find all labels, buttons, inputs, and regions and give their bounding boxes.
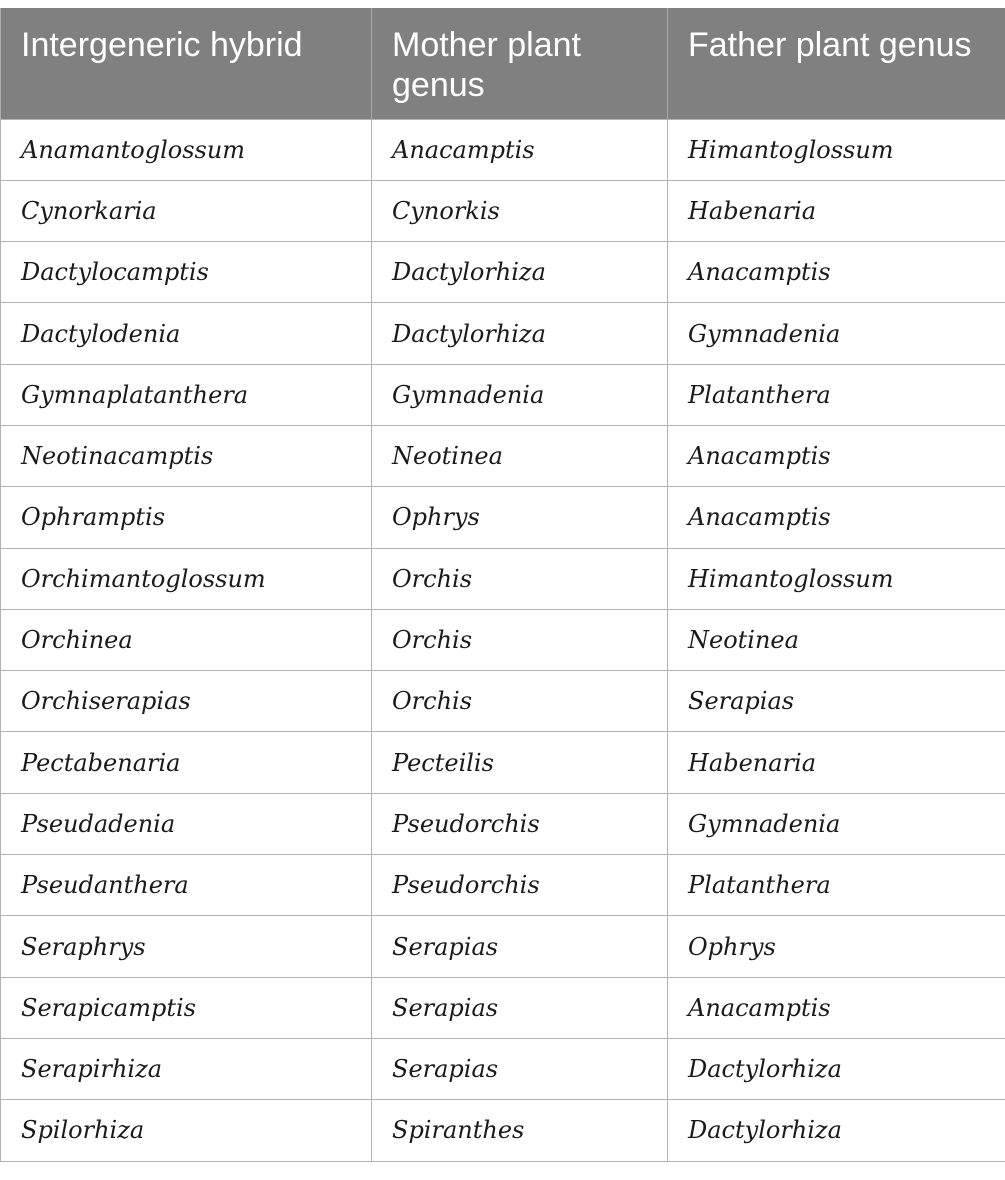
table-row (1, 303, 1005, 364)
hybrid-cell: Neotinacamptis (1, 425, 372, 486)
table-row (1, 242, 1005, 303)
mother-genus-cell: Pecteilis (372, 732, 668, 793)
hybrid-cell: Spilorhiza (1, 1100, 372, 1161)
table-row (1, 855, 1005, 916)
father-genus-cell: Anacamptis (668, 425, 1005, 486)
table-row (1, 671, 1005, 732)
hybrid-table-container (0, 8, 1005, 1162)
mother-genus-cell: Ophrys (372, 487, 668, 548)
hybrid-cell: Ophramptis (1, 487, 372, 548)
father-genus-cell: Anacamptis (668, 977, 1005, 1038)
father-genus-cell: Neotinea (668, 609, 1005, 670)
hybrid-cell: Serapicamptis (1, 977, 372, 1038)
table-row (1, 364, 1005, 425)
father-genus-cell: Ophrys (668, 916, 1005, 977)
hybrid-cell: Anamantoglossum (1, 119, 372, 180)
father-genus-cell: Dactylorhiza (668, 1038, 1005, 1099)
father-genus-cell: Anacamptis (668, 487, 1005, 548)
table-header (1, 8, 1005, 119)
header-father-plant-genus: Father plant genus (668, 8, 1005, 119)
mother-genus-cell: Orchis (372, 609, 668, 670)
father-genus-cell: Anacamptis (668, 242, 1005, 303)
table-row (1, 1038, 1005, 1099)
table-row (1, 732, 1005, 793)
hybrid-cell: Pseudadenia (1, 793, 372, 854)
hybrid-cell: Serapirhiza (1, 1038, 372, 1099)
hybrid-cell: Gymnaplatanthera (1, 364, 372, 425)
mother-genus-cell: Dactylorhiza (372, 242, 668, 303)
father-genus-cell: Dactylorhiza (668, 1100, 1005, 1161)
father-genus-cell: Serapias (668, 671, 1005, 732)
mother-genus-cell: Gymnadenia (372, 364, 668, 425)
table-row (1, 180, 1005, 241)
mother-genus-cell: Pseudorchis (372, 855, 668, 916)
table-row (1, 609, 1005, 670)
mother-genus-cell: Anacamptis (372, 119, 668, 180)
mother-genus-cell: Neotinea (372, 425, 668, 486)
header-intergeneric-hybrid: Intergeneric hybrid (1, 8, 372, 119)
hybrid-cell: Dactylocamptis (1, 242, 372, 303)
hybrid-cell: Orchiserapias (1, 671, 372, 732)
hybrid-cell: Orchinea (1, 609, 372, 670)
father-genus-cell: Himantoglossum (668, 548, 1005, 609)
mother-genus-cell: Serapias (372, 1038, 668, 1099)
hybrid-cell: Dactylodenia (1, 303, 372, 364)
table-row (1, 487, 1005, 548)
table-row (1, 1100, 1005, 1161)
hybrid-cell: Pseudanthera (1, 855, 372, 916)
father-genus-cell: Habenaria (668, 732, 1005, 793)
mother-genus-cell: Orchis (372, 671, 668, 732)
hybrid-cell: Orchimantoglossum (1, 548, 372, 609)
table-row (1, 977, 1005, 1038)
intergeneric-hybrid-table (0, 8, 1005, 1162)
mother-genus-cell: Spiranthes (372, 1100, 668, 1161)
hybrid-cell: Cynorkaria (1, 180, 372, 241)
mother-genus-cell: Pseudorchis (372, 793, 668, 854)
father-genus-cell: Gymnadenia (668, 303, 1005, 364)
table-row (1, 916, 1005, 977)
header-mother-plant-genus: Mother plant genus (372, 8, 668, 119)
mother-genus-cell: Orchis (372, 548, 668, 609)
father-genus-cell: Gymnadenia (668, 793, 1005, 854)
father-genus-cell: Himantoglossum (668, 119, 1005, 180)
table-row (1, 548, 1005, 609)
father-genus-cell: Habenaria (668, 180, 1005, 241)
table-body (1, 119, 1005, 1161)
hybrid-cell: Pectabenaria (1, 732, 372, 793)
father-genus-cell: Platanthera (668, 364, 1005, 425)
table-row (1, 119, 1005, 180)
table-row (1, 793, 1005, 854)
mother-genus-cell: Serapias (372, 977, 668, 1038)
mother-genus-cell: Cynorkis (372, 180, 668, 241)
header-row (1, 8, 1005, 119)
mother-genus-cell: Serapias (372, 916, 668, 977)
hybrid-cell: Seraphrys (1, 916, 372, 977)
father-genus-cell: Platanthera (668, 855, 1005, 916)
mother-genus-cell: Dactylorhiza (372, 303, 668, 364)
table-row (1, 425, 1005, 486)
